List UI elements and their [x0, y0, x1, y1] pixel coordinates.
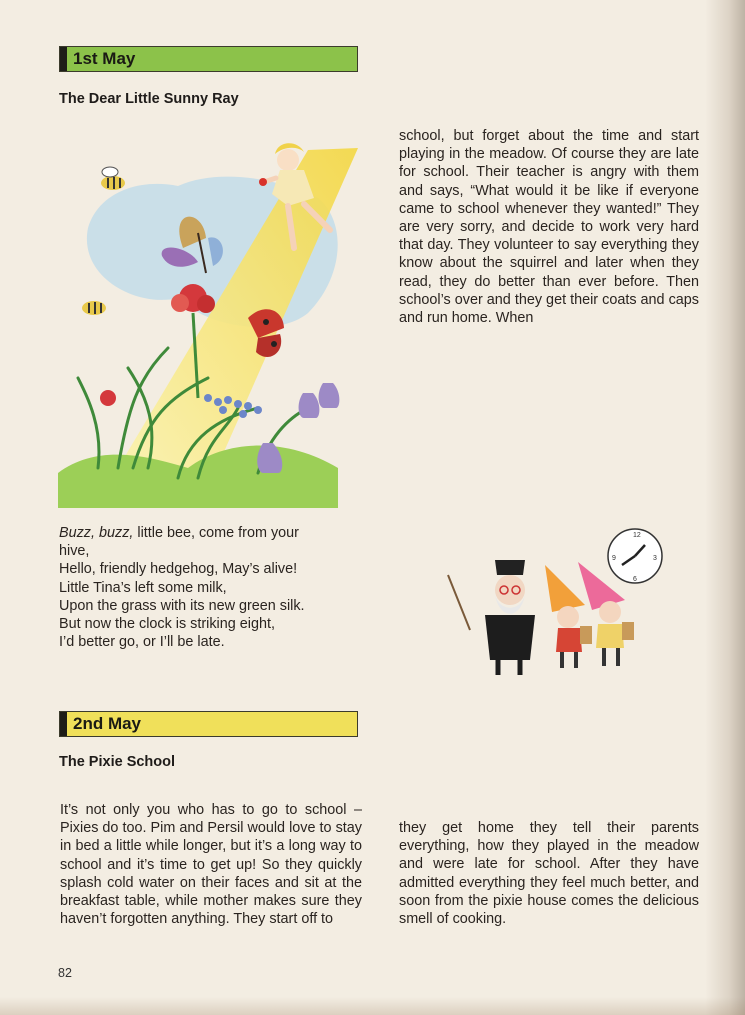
- svg-text:9: 9: [612, 555, 616, 562]
- svg-text:12: 12: [633, 532, 641, 539]
- poem-line-1-rest: little bee, come from your: [133, 525, 299, 541]
- poem-line-6: But now the clock is striking eight,: [59, 616, 275, 633]
- bee-lower: [82, 301, 106, 315]
- banner-marker: [60, 47, 67, 71]
- bee-upper: [101, 167, 125, 190]
- small-red-flower: [100, 390, 116, 406]
- poem-line-3: Hello, friendly hedgehog, May’s alive!: [59, 561, 298, 578]
- date-label: 1st May: [73, 49, 136, 68]
- poem-line-7: I’d better go, or I’ll be late.: [59, 634, 225, 651]
- poem-emphasis: Buzz, buzz,: [59, 525, 134, 541]
- poem-line-5: Upon the grass with its new green silk.: [59, 597, 305, 614]
- page-bottom-edge: [0, 997, 745, 1015]
- pixie-school-illustration: [440, 520, 670, 690]
- pixie-teacher: [448, 560, 535, 675]
- poem-verse: [59, 524, 364, 651]
- banner-marker: [60, 712, 67, 736]
- poem-line-1: [59, 524, 364, 542]
- date-banner-may-1: [59, 46, 358, 72]
- svg-text:3: 3: [653, 555, 657, 562]
- poem-line-4: Little Tina’s left some milk,: [59, 579, 227, 596]
- story-text-left: It’s not only you who has to go to school – Pixies do too. Pim and Persil would love to stay in bed a little while longer, but it’s a long way to school and it’s time to get up! So they quickly splash cold water on their faces and sit at the breakfast table, while mother makes sure they haven’t forgotten anything. They start off to: [60, 802, 362, 928]
- poem-line-2: hive,: [59, 543, 90, 560]
- story-text-right: they get home they tell their parents everything, how they played in the meadow and were late for school. After they have admitted everything they feel much better, and soon from the pixie house comes the delicious smell of cooking.: [399, 820, 699, 928]
- clock-icon: [608, 529, 662, 583]
- story-continuation-text: school, but forget about the time and start playing in the meadow. Of course they are late for school. Their teacher is angry with them and says, “What would it be like if everyone came to school whenever they wanted!” They are very sorry, and decide to work very hard that day. They volunteer to say everything they know about the squirrel and later when they read, they do better than ever before. Then school’s over and they get their coats and caps and run home. When: [399, 128, 699, 327]
- date-label: 2nd May: [73, 714, 142, 733]
- date-banner-may-2: [59, 711, 358, 737]
- story-title: The Dear Little Sunny Ray: [59, 91, 239, 107]
- meadow-illustration: [58, 138, 363, 508]
- page-edge-shadow: [705, 0, 745, 1015]
- svg-text:6: 6: [633, 576, 637, 583]
- page-number: 82: [58, 966, 72, 980]
- story-title: The Pixie School: [59, 754, 176, 770]
